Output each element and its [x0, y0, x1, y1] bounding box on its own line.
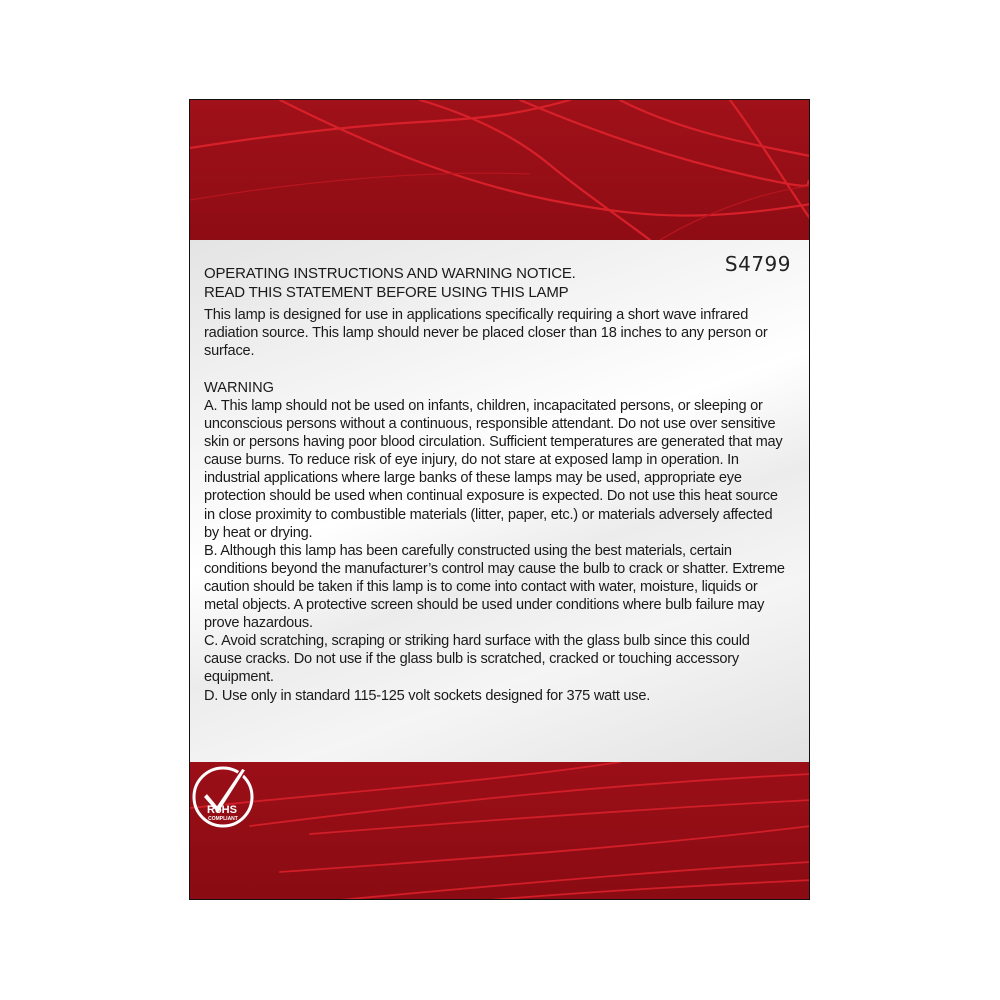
warning-item-c	[204, 632, 791, 686]
product-card	[189, 99, 810, 900]
warning-item-b	[204, 542, 791, 632]
item-text: This lamp should not be used on infants, children, incapacitated persons, or sleeping or unconscious persons without a continuous, responsible attendant. Do not use over sensitive skin or persons having poor blood circulation. Sufficient temperatures are generated that may cause burns. To reduce risk of eye injury, do not stare at exposed lamp in operation. In industrial applications where large banks of these lamps may be used, appropriate eye protection should be used when continual exposure is expected. Do not use this heat source in close proximity to combustible materials (litter, paper, etc.) or materials adversely affected by heat or drying.	[204, 398, 783, 541]
item-text: Although this lamp has been carefully constructed using the best materials, certain conditions beyond the manufacturer’s control may cause the bulb to crack or shatter. Extreme caution should be taken if this lamp is to come into contact with water, moisture, liquids or metal objects. A protective screen should be used under conditions where bulb failure may prove hazardous.	[204, 542, 785, 632]
item-text: Use only in standard 115-125 volt sockets designed for 375 watt use.	[221, 687, 651, 704]
warning-title: WARNING	[204, 380, 274, 396]
decorative-bottom-band	[190, 762, 809, 900]
heading-line-2: READ THIS STATEMENT BEFORE USING THIS LAMP	[204, 284, 569, 301]
item-label: B.	[204, 542, 218, 559]
red-stripes-graphic	[190, 100, 809, 240]
item-label: C.	[204, 633, 219, 650]
item-label: A.	[204, 398, 218, 414]
item-text: Avoid scratching, scraping or striking hard surface with the glass bulb since this could cause cracks. Do not use if the glass bulb is scratched, cracked or touching accessory equipment.	[204, 633, 750, 686]
rohs-label: RoHS	[207, 804, 237, 816]
rohs-compliant-label: COMPLIANT	[208, 816, 238, 822]
heading-line-1: OPERATING INSTRUCTIONS AND WARNING NOTICE.	[204, 265, 576, 282]
red-stripes-graphic	[190, 762, 809, 900]
rohs-badge	[190, 762, 256, 828]
warning-item-d	[204, 687, 791, 705]
item-label: D.	[204, 687, 219, 704]
product-code: S4799	[724, 252, 791, 276]
instructions-area	[190, 240, 809, 762]
decorative-top-band	[190, 100, 809, 240]
warning-item-a	[204, 397, 791, 542]
intro-paragraph: This lamp is designed for use in applications specifically requiring a short wave infrared radiation source. This lamp should never be placed closer than 18 inches to any person or surface.	[204, 307, 768, 359]
